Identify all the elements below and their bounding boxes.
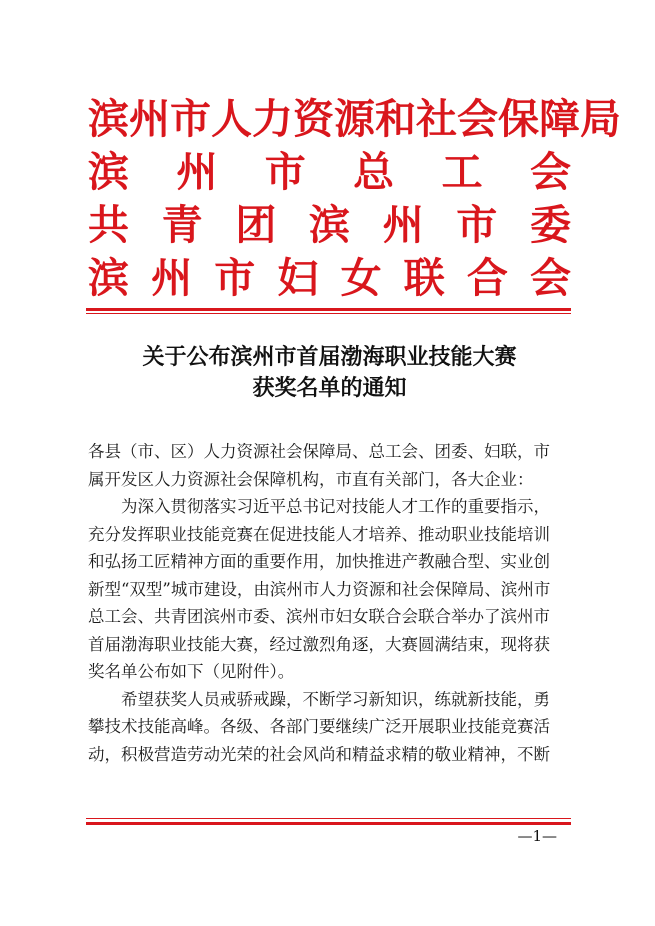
header-red-rule bbox=[86, 308, 571, 311]
org-line-youth-league: 共 青 团 滨 州 市 委 bbox=[88, 201, 571, 249]
footer-red-rule-thin bbox=[86, 818, 571, 819]
issuing-organizations-header bbox=[88, 95, 621, 308]
org-line-womens-federation: 滨 州 市 妇 女 联 合 会 bbox=[88, 254, 571, 302]
body-line: 总工会、共青团滨州市委、滨州市妇女联合会联合举办了滨州市 bbox=[88, 607, 550, 626]
org-line-federation-of-trade-unions: 滨 州 市 总 工 会 bbox=[88, 148, 571, 196]
header-red-rule-thin bbox=[86, 313, 571, 314]
body-line: 为深入贯彻落实习近平总书记对技能人才工作的重要指示， bbox=[121, 497, 550, 516]
body-line: 充分发挥职业技能竞赛在促进技能人才培养、推动职业技能培训 bbox=[88, 524, 550, 544]
body-line: 新型“双型”城市建设，由滨州市人力资源和社会保障局、滨州市 bbox=[88, 579, 551, 599]
org-line-hrss-bureau: 滨 州 市 人 力 资 源 和 社 会 保 障 局 bbox=[88, 95, 621, 143]
body-line: 希望获奖人员戒骄戒躁，不断学习新知识，练就新技能，勇 bbox=[121, 689, 550, 709]
body-line: 首届渤海职业技能大赛，经过激烈角逐，大赛圆满结束，现将获 bbox=[88, 634, 550, 654]
body-line: 各县（市、区）人力资源社会保障局、总工会、团委、妇联，市 bbox=[88, 442, 550, 461]
body-line: 动，积极营造劳动光荣的社会风尚和精益求精的敬业精神，不断 bbox=[88, 744, 550, 764]
body-line: 攀技术技能高峰。各级、各部门要继续广泛开展职业技能竞赛活 bbox=[88, 717, 550, 736]
document-title bbox=[88, 342, 571, 404]
document-body bbox=[88, 438, 572, 768]
body-line: 和弘扬工匠精神方面的重要作用，加快推进产教融合型、实业创 bbox=[88, 552, 550, 571]
body-line: 奖名单公布如下（见附件）。 bbox=[88, 662, 295, 681]
body-line: 属开发区人力资源社会保障机构，市直有关部门，各大企业： bbox=[88, 469, 534, 489]
page-number: —1— bbox=[517, 827, 557, 845]
title-line-1: 关于公布滨州市首届渤海职业技能大赛 bbox=[142, 344, 517, 370]
footer-red-rule bbox=[86, 822, 571, 825]
title-line-2: 获奖名单的通知 bbox=[252, 375, 407, 401]
